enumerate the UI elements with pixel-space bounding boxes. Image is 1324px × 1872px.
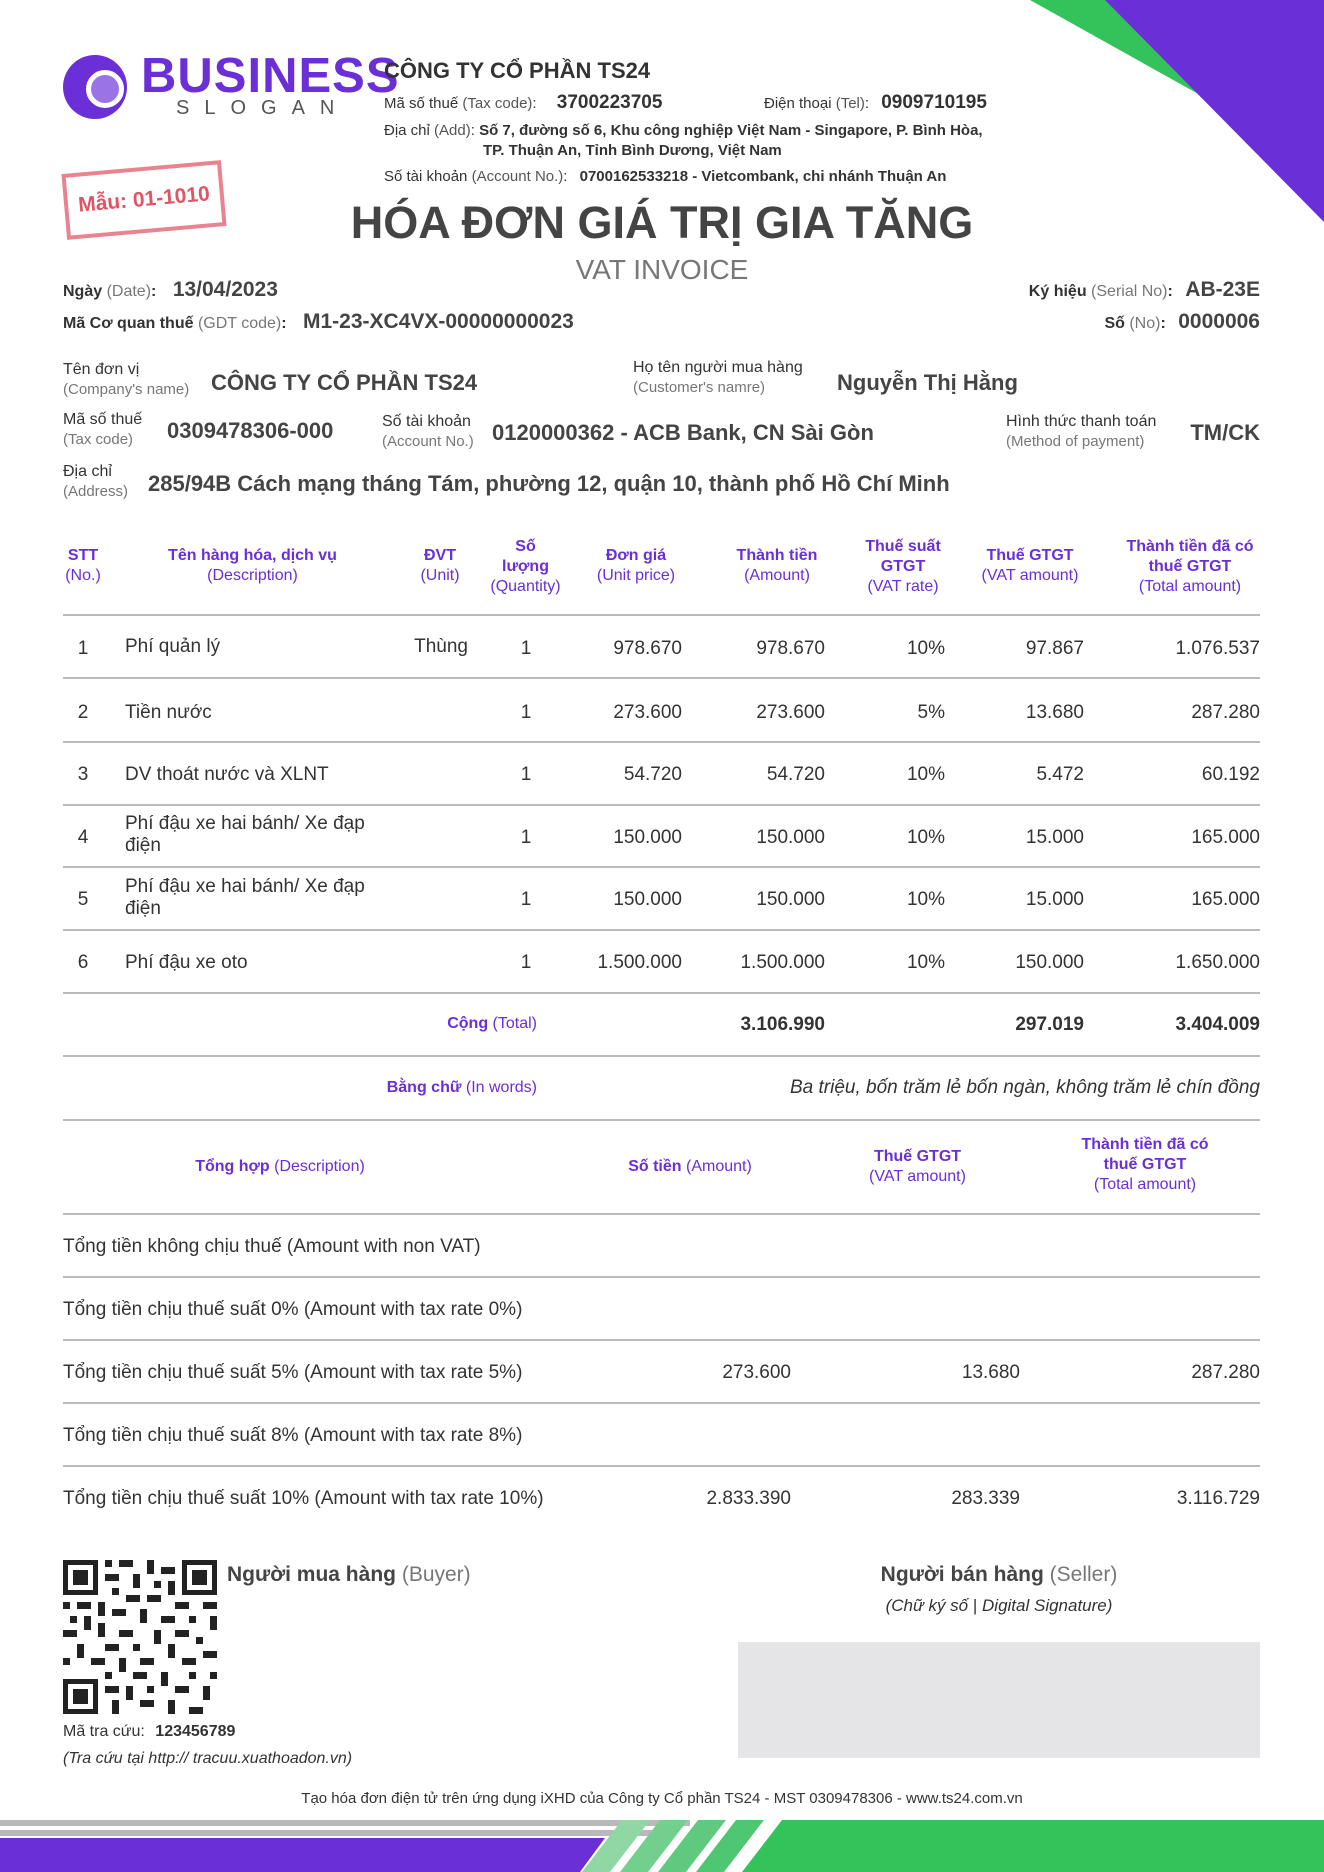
summary-vat: 13.680 [961, 1362, 1020, 1383]
summary-description: Tổng tiền chịu thuế suất 10% (Amount with tax rate 10%) [63, 1488, 544, 1509]
date-row: Ngày (Date): 13/04/2023 [63, 278, 278, 301]
seller-company: CÔNG TY CỔ PHẦN TS24 [384, 58, 651, 83]
col-vat-rate-vi: Thuế suất GTGT [865, 538, 941, 575]
invoice-number: 0000006 [1178, 310, 1260, 333]
seller-tax-row: Mã số thuế (Tax code): 3700223705 [384, 92, 663, 113]
items-header-divider [63, 614, 1260, 616]
col-vat-rate-en: (VAT rate) [867, 578, 939, 595]
item-amount: 1.500.000 [740, 952, 825, 973]
summary-description: Tổng tiền chịu thuế suất 5% (Amount with tax rate 5%) [63, 1362, 523, 1383]
item-amount: 54.720 [766, 764, 825, 785]
summary-description: Tổng tiền chịu thuế suất 0% (Amount with tax rate 0%) [63, 1299, 523, 1320]
payment-label [1006, 412, 1156, 452]
total-grand-amount: 3.404.009 [1175, 1014, 1260, 1035]
in-words-label-en: (In words) [465, 1079, 537, 1096]
seller-note-sep: | [968, 1596, 983, 1615]
item-unit-price: 1.500.000 [597, 952, 682, 973]
buyer-tax-code: 0309478306-000 [167, 418, 334, 443]
date-label: Ngày [63, 283, 103, 300]
item-no: 4 [77, 827, 89, 848]
row-divider [63, 804, 1260, 806]
qr-code [63, 1560, 217, 1714]
summary-total: 3.116.729 [1176, 1488, 1260, 1509]
item-total-amount: 1.650.000 [1175, 952, 1260, 973]
item-vat-rate: 10% [906, 952, 945, 973]
buyer-address-label [63, 462, 128, 502]
summary-total: 287.280 [1191, 1362, 1260, 1383]
row-divider [63, 677, 1260, 679]
customer-label [633, 358, 803, 398]
logo-mark-inner [86, 70, 124, 108]
item-no: 3 [77, 764, 89, 785]
summary-col-total-vi: Thành tiền đã có thuế GTGT [1081, 1136, 1209, 1173]
col-unit-price-en: (Unit price) [596, 567, 676, 584]
serial-label-en: (Serial No) [1091, 283, 1168, 300]
logo-name: BUSINESS [141, 49, 400, 103]
customer-label-en: (Customer's namre) [633, 379, 766, 396]
serial-no: AB-23E [1185, 278, 1260, 301]
item-unit-price: 150.000 [613, 889, 682, 910]
item-description: Phí đậu xe oto [125, 952, 248, 973]
col-amount-en: (Amount) [744, 567, 810, 584]
col-vat-amount [970, 546, 1090, 586]
total-amount: 3.106.990 [740, 1014, 825, 1035]
summary-col-vat-en: (VAT amount) [869, 1168, 966, 1185]
item-unit-price: 978.670 [613, 638, 682, 659]
form-stamp: Mẫu: 01-1010 [61, 160, 226, 240]
col-description [115, 546, 390, 586]
col-description-en: (Description) [207, 567, 298, 584]
summary-col-amount-en: (Amount) [686, 1158, 752, 1175]
gdt-code: M1-23-XC4VX-00000000023 [303, 310, 574, 333]
col-unit-price-vi: Đơn giá [605, 547, 667, 564]
seller-signature-vi: Người bán hàng [880, 1563, 1044, 1586]
footer-note: Tạo hóa đơn điện tử trên ứng dụng iXHD của Công ty Cổ phần TS24 - MST 0309478306 - www.ts24.com.vn [301, 1790, 1023, 1807]
lookup-note: (Tra cứu tại http:// tracuu.xuathoadon.vn) [63, 1750, 353, 1767]
seller-account-row: Số tài khoản (Account No.): 0700162533218 - Vietcombank, chi nhánh Thuận An [384, 168, 947, 185]
lookup-row [63, 1723, 235, 1741]
item-description: DV thoát nước và XLNT [125, 764, 329, 785]
invoice-title: HÓA ĐƠN GIÁ TRỊ GIA TĂNG [350, 197, 974, 248]
number-row: Số (No): 0000006 [1104, 310, 1260, 333]
customer-label-vi: Họ tên người mua hàng [633, 359, 803, 376]
summary-col-vat [840, 1147, 995, 1187]
item-total-amount: 60.192 [1201, 764, 1260, 785]
summary-amount: 2.833.390 [706, 1488, 791, 1509]
item-vat-amount: 97.867 [1025, 638, 1084, 659]
item-vat-rate: 10% [906, 827, 945, 848]
row-divider [63, 866, 1260, 868]
top-right-decoration [1030, 0, 1324, 222]
amount-in-words: Ba triệu, bốn trăm lẻ bốn ngàn, không trăm lẻ chín đồng [789, 1077, 1260, 1098]
summary-col-description-vi: Tổng hợp [195, 1158, 270, 1175]
item-quantity: 1 [520, 827, 532, 848]
seller-note-en: Digital Signature) [982, 1596, 1113, 1615]
buyer-address-label-vi: Địa chỉ [63, 463, 112, 480]
item-description: Phí đậu xe hai bánh/ Xe đạp điện [125, 876, 365, 919]
seller-signature-note [738, 1596, 1260, 1616]
col-vat-amount-en: (VAT amount) [981, 567, 1079, 584]
item-amount: 978.670 [756, 638, 825, 659]
buyer-address-label-en: (Address) [63, 483, 129, 500]
number-label-en: (No) [1129, 315, 1161, 332]
row-divider [63, 1276, 1260, 1278]
item-vat-amount: 5.472 [1036, 764, 1084, 785]
item-vat-amount: 15.000 [1025, 889, 1084, 910]
buyer-company-label-en: (Company's name) [63, 381, 190, 398]
row-divider [63, 1402, 1260, 1404]
item-no: 6 [77, 952, 89, 973]
item-unit-price: 150.000 [613, 827, 682, 848]
col-unit [400, 546, 480, 586]
buyer-company-label [63, 360, 189, 400]
seller-address-row: Địa chỉ (Add): Số 7, đường số 6, Khu công nghiệp Việt Nam - Singapore, P. Bình Hòa, [384, 122, 983, 139]
buyer-account: 0120000362 - ACB Bank, CN Sài Gòn [492, 420, 874, 445]
seller-acc-label: Số tài khoản [384, 168, 468, 185]
buyer-signature-vi: Người mua hàng [227, 1563, 396, 1586]
col-description-vi: Tên hàng hóa, dịch vụ [168, 547, 337, 564]
item-quantity: 1 [520, 764, 532, 785]
gdt-row: Mã Cơ quan thuế (GDT code): M1-23-XC4VX-00000000023 [63, 310, 574, 333]
seller-address-line1: Số 7, đường số 6, Khu công nghiệp Việt Nam - Singapore, P. Bình Hòa, [479, 122, 983, 139]
col-vat-amount-vi: Thuế GTGT [986, 547, 1074, 564]
seller-note-vi: (Chữ ký số [885, 1596, 969, 1615]
summary-description: Tổng tiền chịu thuế suất 8% (Amount with tax rate 8%) [63, 1425, 523, 1446]
col-total-amount [1105, 537, 1275, 597]
total-vat-amount: 297.019 [1015, 1014, 1084, 1035]
seller-tel-label-en: (Tel) [835, 95, 865, 112]
gdt-label-en: (GDT code) [197, 315, 282, 332]
lookup-code: 123456789 [155, 1723, 236, 1740]
seller-address-line2: TP. Thuận An, Tỉnh Bình Dương, Việt Nam [483, 142, 782, 159]
summary-col-total [1055, 1135, 1235, 1195]
total-label-vi: Cộng [447, 1015, 489, 1032]
buyer-tax-label-en: (Tax code) [63, 431, 134, 448]
summary-header-divider [63, 1213, 1260, 1215]
in-words-label-vi: Bằng chữ [386, 1079, 462, 1096]
item-amount: 150.000 [756, 889, 825, 910]
item-amount: 150.000 [756, 827, 825, 848]
bottom-decoration [0, 1820, 1324, 1872]
serial-row: Ký hiệu (Serial No): AB-23E [1028, 278, 1260, 301]
buyer-signature-label [227, 1563, 471, 1587]
logo-slogan: SLOGAN [176, 97, 350, 119]
seller-account: 0700162533218 - Vietcombank, chi nhánh Thuận An [579, 168, 947, 185]
payment-method: TM/CK [1190, 420, 1260, 445]
invoice-subtitle: VAT INVOICE [575, 254, 749, 285]
buyer-address: 285/94B Cách mạng tháng Tám, phường 12, quận 10, thành phố Hồ Chí Minh [148, 471, 950, 496]
item-amount: 273.600 [756, 702, 825, 723]
seller-signature-label [738, 1563, 1260, 1587]
buyer-signature-en: (Buyer) [401, 1563, 471, 1586]
item-no: 5 [77, 889, 89, 910]
item-vat-amount: 15.000 [1025, 827, 1084, 848]
buyer-tax-label [63, 410, 142, 450]
date-label-en: (Date) [106, 283, 152, 300]
buyer-company-label-vi: Tên đơn vị [63, 361, 140, 378]
col-unit-en: (Unit) [420, 567, 460, 584]
item-no: 2 [77, 702, 89, 723]
buyer-account-label-en: (Account No.) [382, 433, 474, 450]
col-quantity-en: (Quantity) [490, 578, 561, 595]
summary-col-amount-vi: Số tiền [628, 1158, 682, 1175]
item-total-amount: 165.000 [1191, 889, 1260, 910]
col-unit-vi: ĐVT [424, 547, 456, 564]
col-quantity-vi: Số lượng [502, 538, 549, 575]
seller-signature-en: (Seller) [1049, 1563, 1118, 1586]
payment-label-vi: Hình thức thanh toán [1006, 413, 1157, 430]
row-divider [63, 1465, 1260, 1467]
buyer-company: CÔNG TY CỔ PHẦN TS24 [211, 370, 478, 395]
item-total-amount: 287.280 [1191, 702, 1260, 723]
item-vat-rate: 10% [906, 764, 945, 785]
seller-tel-label: Điện thoại [764, 95, 832, 112]
item-quantity: 1 [520, 889, 532, 910]
seller-tax-label: Mã số thuế [384, 95, 459, 112]
seller-tel: 0909710195 [881, 92, 987, 113]
col-amount [712, 546, 842, 586]
seller-addr-label: Địa chỉ [384, 122, 430, 139]
buyer-account-label-vi: Số tài khoản [382, 413, 471, 430]
item-no: 1 [77, 638, 89, 659]
item-total-amount: 165.000 [1191, 827, 1260, 848]
seller-tax-label-en: (Tax code) [462, 95, 533, 112]
seller-tel-row: Điện thoại (Tel): 0909710195 [764, 92, 987, 113]
col-vat-rate [848, 537, 958, 597]
seller-tax-code: 3700223705 [556, 92, 663, 113]
words-divider [63, 1119, 1260, 1121]
item-unit-price: 54.720 [623, 764, 682, 785]
summary-col-total-en: (Total amount) [1093, 1176, 1197, 1193]
summary-vat: 283.339 [951, 1488, 1020, 1509]
item-description: Phí đậu xe hai bánh/ Xe đạp điện [125, 813, 365, 856]
item-vat-rate: 10% [906, 638, 945, 659]
summary-col-description [150, 1157, 410, 1177]
payment-label-en: (Method of payment) [1006, 433, 1145, 450]
col-quantity [483, 537, 568, 597]
col-amount-vi: Thành tiền [736, 547, 818, 564]
summary-description: Tổng tiền không chịu thuế (Amount with non VAT) [63, 1236, 481, 1257]
summary-col-amount [590, 1157, 790, 1177]
row-divider [63, 1339, 1260, 1341]
row-divider [63, 929, 1260, 931]
summary-col-description-en: (Description) [274, 1158, 365, 1175]
item-unit: Thùng [414, 636, 468, 657]
item-quantity: 1 [520, 702, 532, 723]
col-total-amount-vi: Thành tiền đã có thuế GTGT [1126, 538, 1254, 575]
item-total-amount: 1.076.537 [1175, 638, 1260, 659]
summary-amount: 273.600 [722, 1362, 791, 1383]
item-vat-rate: 10% [906, 889, 945, 910]
row-divider [63, 741, 1260, 743]
item-quantity: 1 [520, 952, 532, 973]
serial-label: Ký hiệu [1028, 283, 1087, 300]
digital-signature-box [738, 1642, 1260, 1758]
item-unit-price: 273.600 [613, 702, 682, 723]
col-stt-en: (No.) [65, 567, 101, 584]
item-vat-rate: 5% [917, 702, 945, 723]
summary-col-vat-vi: Thuế GTGT [873, 1148, 962, 1165]
item-vat-amount: 150.000 [1015, 952, 1084, 973]
col-total-amount-en: (Total amount) [1138, 578, 1242, 595]
buyer-account-label [382, 412, 474, 452]
gdt-label: Mã Cơ quan thuế [63, 315, 194, 332]
total-label [300, 1015, 537, 1033]
col-stt-vi: STT [67, 547, 99, 564]
col-unit-price [580, 546, 692, 586]
lookup-label: Mã tra cứu: [63, 1723, 145, 1740]
item-description: Phí quản lý [125, 636, 221, 657]
col-stt [63, 546, 103, 586]
total-divider [63, 1055, 1260, 1057]
item-vat-amount: 13.680 [1025, 702, 1084, 723]
seller-addr-label-en: (Add) [434, 122, 471, 139]
total-label-en: (Total) [492, 1015, 537, 1032]
item-description: Tiền nước [125, 702, 212, 723]
in-words-label [300, 1079, 537, 1097]
customer-name: Nguyễn Thị Hằng [837, 370, 1018, 395]
buyer-tax-label-vi: Mã số thuế [63, 411, 143, 428]
item-quantity: 1 [520, 638, 532, 659]
row-divider [63, 992, 1260, 994]
seller-acc-label-en: (Account No.) [471, 168, 564, 185]
number-label: Số [1104, 315, 1125, 332]
invoice-date: 13/04/2023 [172, 278, 278, 301]
